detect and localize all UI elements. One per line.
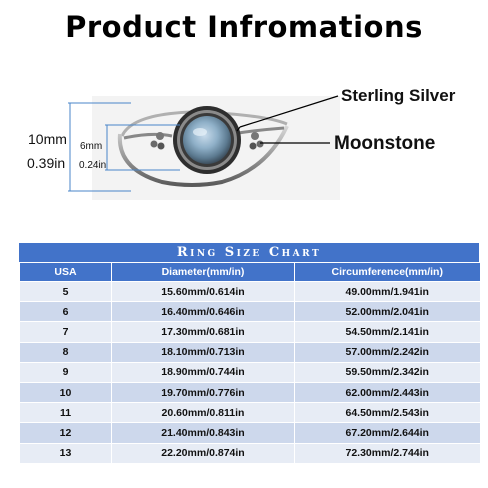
metal-callout: Sterling Silver — [341, 86, 456, 105]
cell-usa-size: 12 — [20, 423, 112, 443]
table-row — [20, 382, 480, 402]
cell-diameter: 16.40mm/0.646in — [112, 302, 295, 322]
page-title: Product Infromations — [65, 10, 423, 44]
cell-diameter: 22.20mm/0.874in — [112, 443, 295, 463]
size-table — [19, 262, 480, 463]
cell-diameter: 21.40mm/0.843in — [112, 423, 295, 443]
cell-usa-size: 10 — [20, 382, 112, 402]
cell-circumference: 57.00mm/2.242in — [295, 342, 480, 362]
stone-callout: Moonstone — [334, 133, 436, 154]
table-row — [20, 362, 480, 382]
cell-circumference: 59.50mm/2.342in — [295, 362, 480, 382]
column-header-circumference: Circumference(mm/in) — [295, 263, 480, 282]
cell-circumference: 67.20mm/2.644in — [295, 423, 480, 443]
table-header-row — [20, 263, 480, 282]
table-row — [20, 342, 480, 362]
column-header-usa: USA — [20, 263, 112, 282]
cell-diameter: 17.30mm/0.681in — [112, 322, 295, 342]
cell-circumference: 72.30mm/2.744in — [295, 443, 480, 463]
size-chart-title: Ring Size Chart — [19, 243, 479, 262]
outer-dimension-in: 0.39in — [27, 155, 66, 171]
table-row — [20, 403, 480, 423]
cell-diameter: 19.70mm/0.776in — [112, 382, 295, 402]
cell-usa-size: 9 — [20, 362, 112, 382]
inner-dimension-in: 0.24in — [79, 160, 107, 171]
cell-usa-size: 6 — [20, 302, 112, 322]
cell-circumference: 52.00mm/2.041in — [295, 302, 480, 322]
cell-diameter: 18.10mm/0.713in — [112, 342, 295, 362]
cell-circumference: 54.50mm/2.141in — [295, 322, 480, 342]
table-row — [20, 322, 480, 342]
inner-dimension-mm: 6mm — [80, 141, 103, 152]
cell-diameter: 20.60mm/0.811in — [112, 403, 295, 423]
table-row — [20, 443, 480, 463]
table-row — [20, 302, 480, 322]
outer-dimension-mm: 10mm — [28, 131, 67, 147]
cell-circumference: 49.00mm/1.941in — [295, 282, 480, 302]
table-row — [20, 282, 480, 302]
cell-usa-size: 8 — [20, 342, 112, 362]
cell-circumference: 64.50mm/2.543in — [295, 403, 480, 423]
column-header-diameter: Diameter(mm/in) — [112, 263, 295, 282]
cell-usa-size: 11 — [20, 403, 112, 423]
cell-diameter: 18.90mm/0.744in — [112, 362, 295, 382]
cell-usa-size: 5 — [20, 282, 112, 302]
cell-usa-size: 7 — [20, 322, 112, 342]
cell-diameter: 15.60mm/0.614in — [112, 282, 295, 302]
table-row — [20, 423, 480, 443]
cell-circumference: 62.00mm/2.443in — [295, 382, 480, 402]
ring-size-chart — [19, 243, 479, 463]
cell-usa-size: 13 — [20, 443, 112, 463]
